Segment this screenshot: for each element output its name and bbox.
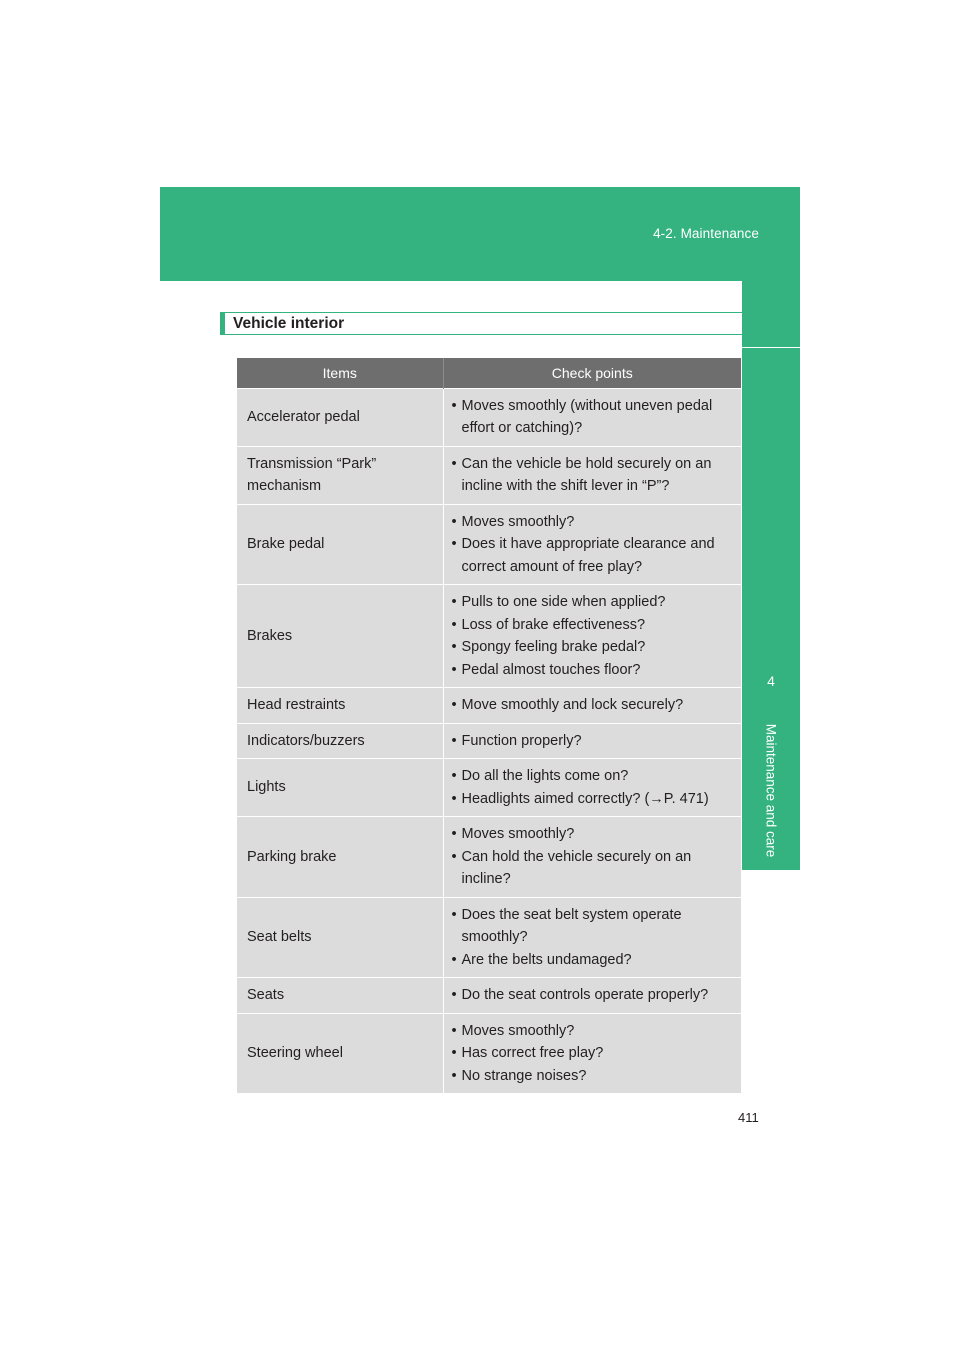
check-point xyxy=(452,694,734,717)
table-row xyxy=(237,897,741,978)
table-row xyxy=(237,504,741,585)
check-points-cell xyxy=(443,897,741,978)
check-point xyxy=(452,636,734,659)
chapter-side-tab xyxy=(742,281,800,870)
check-point xyxy=(452,1065,734,1088)
section-label: 4-2. Maintenance xyxy=(653,226,759,241)
item-label: Lights xyxy=(247,779,286,796)
bullet-marker: • xyxy=(451,697,457,713)
page-number: 411 xyxy=(738,1110,759,1125)
bullet-marker: • xyxy=(451,594,457,610)
check-point xyxy=(452,591,734,614)
table-row xyxy=(237,688,741,724)
check-points-cell xyxy=(443,446,741,504)
item-cell xyxy=(237,897,443,978)
bullet-marker: • xyxy=(451,826,457,842)
table-row xyxy=(237,446,741,504)
check-point xyxy=(452,1042,734,1065)
item-label: Indicators/buzzers xyxy=(247,732,365,749)
item-label: Seats xyxy=(247,987,285,1003)
check-point-text: Moves smoothly? xyxy=(461,513,575,530)
check-points-cell xyxy=(443,1013,741,1093)
check-point-text: Loss of brake effectiveness? xyxy=(461,616,646,633)
bullet-marker: • xyxy=(451,732,457,749)
check-point-text: Spongy feeling brake pedal? xyxy=(461,639,646,655)
check-point xyxy=(452,949,734,972)
check-point-text: Does it have appropriate clearance and correct amount of free play? xyxy=(461,536,715,575)
subsection-accent-bar xyxy=(220,312,225,335)
check-point-text: Function properly? xyxy=(461,732,582,749)
bullet-marker: • xyxy=(451,661,457,678)
subsection-heading xyxy=(220,312,759,335)
bullet-marker: • xyxy=(451,1022,457,1039)
table-header-row xyxy=(237,358,741,388)
bullet-marker: • xyxy=(451,951,457,968)
check-point xyxy=(452,823,734,846)
table-row xyxy=(237,1013,741,1093)
item-cell xyxy=(237,388,443,446)
item-cell xyxy=(237,585,443,688)
item-cell xyxy=(237,723,443,759)
item-label: Transmission “Park” mechanism xyxy=(247,455,377,494)
check-point-text: Pulls to one side when applied? xyxy=(461,594,666,610)
chapter-title: Maintenance and care xyxy=(763,723,779,858)
check-point xyxy=(452,904,734,949)
check-point-text: Do the seat controls operate properly? xyxy=(461,987,709,1003)
check-point-text: Moves smoothly? xyxy=(461,826,575,842)
bullet-marker: • xyxy=(451,616,457,633)
table-row xyxy=(237,388,741,446)
item-label: Parking brake xyxy=(247,848,337,865)
bullet-marker: • xyxy=(451,848,457,865)
bullet-marker: • xyxy=(451,906,457,923)
bullet-marker: • xyxy=(451,397,457,414)
check-points-cell xyxy=(443,817,741,898)
check-points-cell xyxy=(443,388,741,446)
bullet-marker: • xyxy=(451,1067,457,1084)
bullet-marker: • xyxy=(451,768,457,784)
table-row xyxy=(237,978,741,1014)
bullet-marker: • xyxy=(451,790,457,807)
item-cell xyxy=(237,446,443,504)
check-points-cell xyxy=(443,688,741,724)
check-point-text: Move smoothly and lock securely? xyxy=(461,697,684,713)
item-cell xyxy=(237,1013,443,1093)
table-row xyxy=(237,723,741,759)
item-cell xyxy=(237,504,443,585)
check-point-text: Pedal almost touches floor? xyxy=(461,661,641,678)
check-point xyxy=(452,1020,734,1043)
bullet-marker: • xyxy=(451,536,457,552)
item-cell xyxy=(237,817,443,898)
check-point xyxy=(452,846,734,891)
check-point-text: Can the vehicle be hold securely on an incline with the shift lever in “P”? xyxy=(461,455,712,494)
column-header-items: Items xyxy=(237,358,443,388)
check-point-text: Does the seat belt system operate smoothly? xyxy=(461,906,682,945)
check-point xyxy=(452,533,734,578)
bullet-marker: • xyxy=(451,455,457,472)
check-points-cell xyxy=(443,585,741,688)
check-point xyxy=(452,453,734,498)
check-point-text: Do all the lights come on? xyxy=(461,768,629,784)
table-row xyxy=(237,759,741,817)
column-header-check-points: Check points xyxy=(443,358,741,388)
check-point-text: Moves smoothly? xyxy=(461,1022,575,1039)
item-label: Accelerator pedal xyxy=(247,408,360,425)
bullet-marker: • xyxy=(451,513,457,530)
bullet-marker: • xyxy=(451,639,457,655)
item-cell xyxy=(237,978,443,1014)
check-points-cell xyxy=(443,723,741,759)
bullet-marker: • xyxy=(451,1045,457,1061)
table-row xyxy=(237,585,741,688)
check-points-cell xyxy=(443,759,741,817)
check-point-text: Headlights aimed correctly? (→P. 471) xyxy=(461,790,709,807)
check-point xyxy=(452,614,734,637)
check-points-cell xyxy=(443,504,741,585)
subsection-title: Vehicle interior xyxy=(233,315,345,332)
check-point xyxy=(452,788,734,811)
check-point xyxy=(452,511,734,534)
check-point xyxy=(452,395,734,440)
check-point-text: No strange noises? xyxy=(461,1067,587,1084)
bullet-marker: • xyxy=(451,987,457,1003)
chapter-number: 4 xyxy=(767,673,775,689)
item-label: Brakes xyxy=(247,627,293,644)
check-point-text: Has correct free play? xyxy=(461,1045,604,1061)
check-point xyxy=(452,730,734,753)
item-label: Seat belts xyxy=(247,929,312,945)
check-point-text: Can hold the vehicle securely on an incline? xyxy=(461,848,692,887)
check-point-text: Moves smoothly (without uneven pedal effort or catching)? xyxy=(461,397,713,436)
check-point xyxy=(452,765,734,788)
item-cell xyxy=(237,688,443,724)
item-cell xyxy=(237,759,443,817)
item-label: Steering wheel xyxy=(247,1045,343,1061)
check-point xyxy=(452,984,734,1007)
item-label: Head restraints xyxy=(247,697,346,713)
check-table xyxy=(237,358,741,1093)
check-point xyxy=(452,659,734,682)
check-point-text: Are the belts undamaged? xyxy=(461,951,632,968)
check-points-cell xyxy=(443,978,741,1014)
table-body xyxy=(237,388,741,1093)
table-row xyxy=(237,817,741,898)
header-band xyxy=(160,187,800,281)
item-label: Brake pedal xyxy=(247,536,325,552)
